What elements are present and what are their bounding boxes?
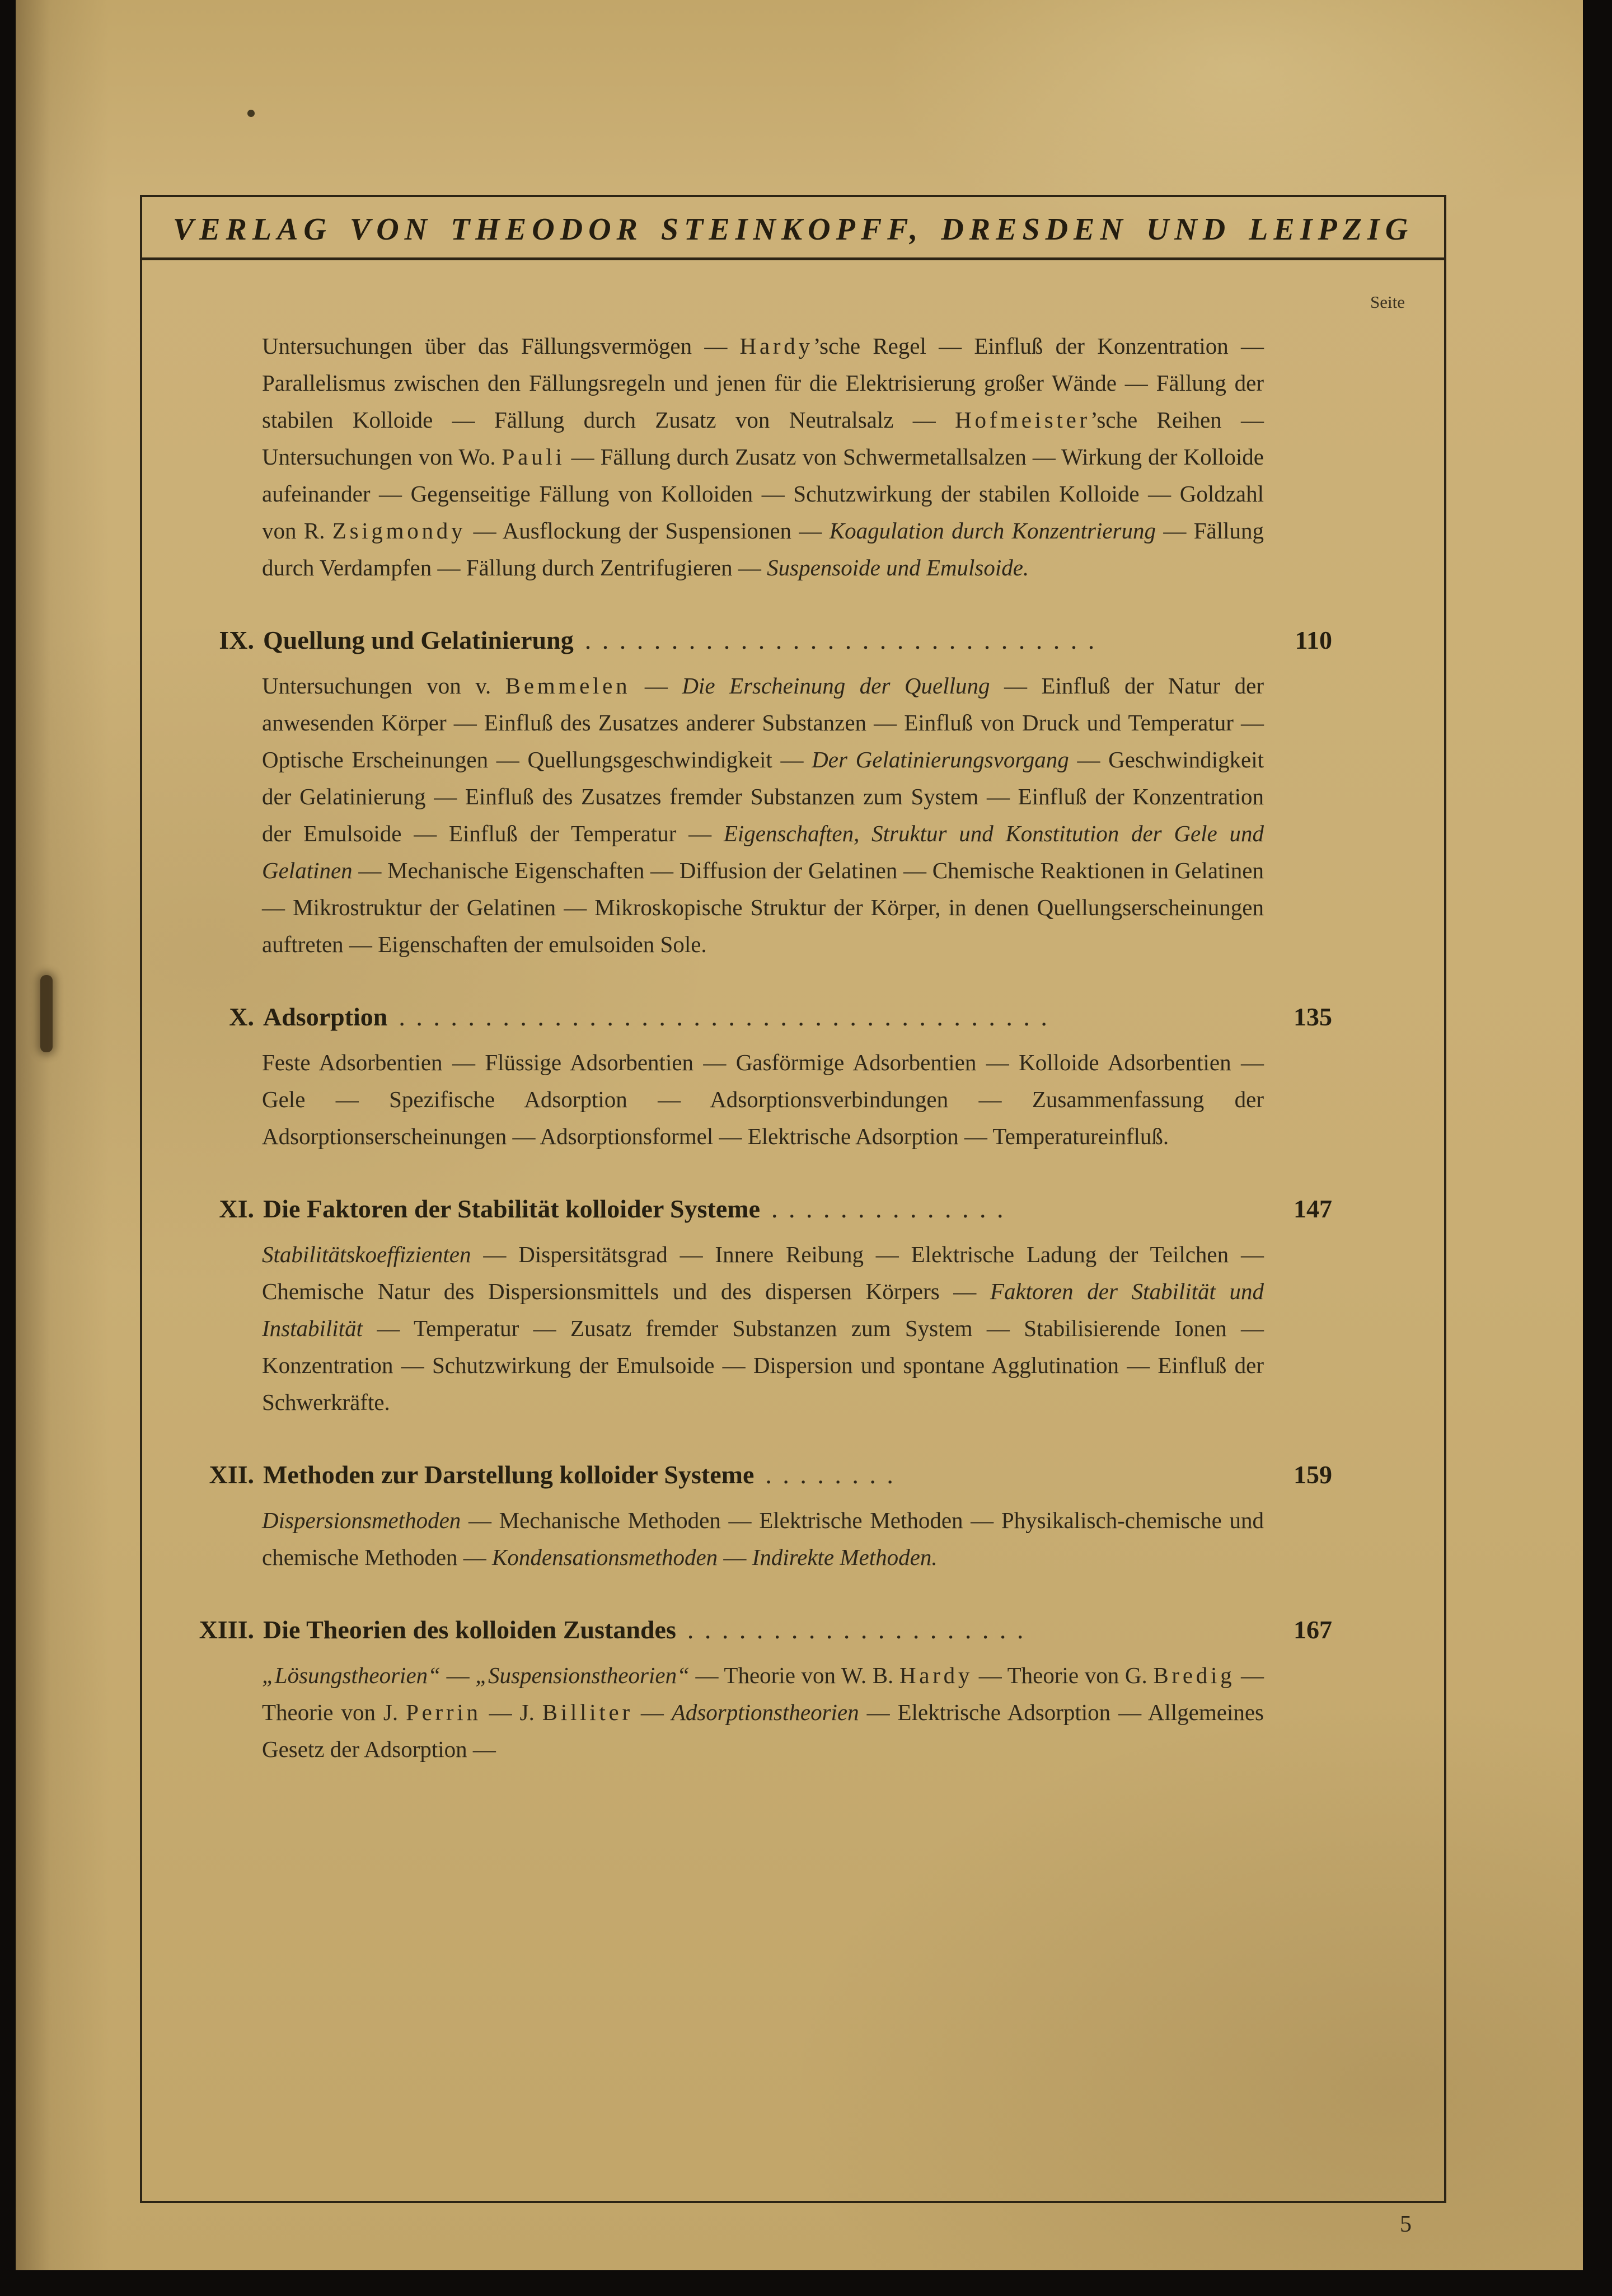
section-title: Adsorption bbox=[263, 1002, 388, 1031]
toc-entry bbox=[186, 1002, 1332, 1032]
section-title: Methoden zur Darstellung kolloider Systeme bbox=[263, 1460, 755, 1489]
section-page-number: 159 bbox=[1294, 1460, 1332, 1489]
content-frame bbox=[140, 195, 1446, 2203]
toc-entry bbox=[186, 1194, 1332, 1224]
section-page-number: 147 bbox=[1294, 1194, 1332, 1223]
binding-mark bbox=[40, 975, 53, 1052]
section-description: „Lösungstheorien“ — „Suspensionstheorien“ — Theorie von W. B. Hardy — Theorie von G. Bredig — Theorie von J. Perrin — J. Billiter — Adsorptionstheorien — Elektrische Adsorption — Allgemeines Gesetz der Adsorption — bbox=[262, 1662, 1264, 1762]
section-title: Quellung und Gelatinierung bbox=[263, 626, 574, 654]
table-of-contents bbox=[142, 260, 1444, 1768]
paper-page bbox=[16, 0, 1583, 2270]
dot-leader: . . . . . . . . bbox=[765, 1460, 896, 1489]
section-description: Dispersionsmethoden — Mechanische Methoden — Elektrische Methoden — Physikalisch-chemische und chemische Methoden — Kondensationsmethoden — Indirekte Methoden. bbox=[262, 1507, 1264, 1570]
dot-leader: . . . . . . . . . . . . . . . . . . . . bbox=[687, 1615, 1026, 1644]
folio-page-number: 5 bbox=[1400, 2211, 1412, 2237]
section-page-number: 135 bbox=[1294, 1002, 1332, 1031]
toc-entry bbox=[186, 1615, 1332, 1644]
section-numeral: XI. bbox=[219, 1194, 254, 1223]
toc-continuation-text: Untersuchungen über das Fällungsvermögen — Hardy’sche Regel — Einfluß der Konzentration — Parallelismus zwischen den Fällungsregeln und jenen für die Elektrisierung großer Wände — Fällung der stabilen Kolloide — Fällung durch Zusatz von Neutralsalz — Hofmeister’sche Reihen — Untersuchungen von Wo. Pauli — Fällung durch Zusatz von Schwermetallsalzen — Wirkung der Kolloide aufeinander — Gegenseitige Fällung von Kolloiden — Schutzwirkung der stabilen Kolloide — Goldzahl von R. Zsigmondy — Ausflockung der Suspensionen — Koagulation durch Konzentrierung — Fällung durch Verdampfen — Fällung durch Zentrifugieren — Suspensoide und Emulsoide. bbox=[262, 333, 1264, 580]
section-title: Die Theorien des kolloiden Zustandes bbox=[263, 1615, 676, 1644]
section-description: Untersuchungen von v. Bemmelen — Die Erscheinung der Quellung — Einfluß der Natur der anwesenden Körper — Einfluß des Zusatzes anderer Substanzen — Einfluß von Druck und Temperatur — Optische Erscheinungen — Quellungsgeschwindigkeit — Der Gelatinierungsvorgang — Geschwindigkeit der Gelatinierung — Einfluß des Zusatzes fremder Substanzen zum System — Einfluß der Konzentration der Emulsoide — Einfluß der Temperatur — Eigenschaften, Struktur und Konstitution der Gele und Gelatinen — Mechanische Eigenschaften — Diffusion der Gelatinen — Chemische Reaktionen in Gelatinen — Mikrostruktur der Gelatinen — Mikroskopische Struktur der Körper, in denen Quellungserscheinungen auftreten — Eigenschaften der emulsoiden Sole. bbox=[262, 673, 1264, 957]
toc-section bbox=[186, 1002, 1332, 1155]
section-title: Die Faktoren der Stabilität kolloider Systeme bbox=[263, 1194, 761, 1223]
publisher-banner: VERLAG VON THEODOR STEINKOPFF, DRESDEN UND LEIPZIG bbox=[142, 197, 1444, 260]
section-page-number: 167 bbox=[1294, 1615, 1332, 1644]
toc-section bbox=[186, 1460, 1332, 1576]
toc-section bbox=[186, 1194, 1332, 1421]
toc-entry bbox=[186, 1460, 1332, 1489]
section-description: Stabilitätskoeffizienten — Dispersitätsgrad — Innere Reibung — Elektrische Ladung der Teilchen — Chemische Natur des Dispersionsmittels und des dispersen Körpers — Faktoren der Stabilität und Instabilität — Temperatur — Zusatz fremder Substanzen zum System — Stabilisierende Ionen — Konzentration — Schutzwirkung der Emulsoide — Dispersion und spontane Agglutination — Einfluß der Schwerkräfte. bbox=[262, 1241, 1264, 1415]
toc-section bbox=[186, 625, 1332, 963]
toc-entry bbox=[186, 625, 1332, 655]
section-numeral: XIII. bbox=[199, 1615, 254, 1644]
paper-speck bbox=[247, 110, 255, 117]
dot-leader: . . . . . . . . . . . . . . bbox=[771, 1194, 1006, 1223]
dot-leader: . . . . . . . . . . . . . . . . . . . . . . . . . . . . . . bbox=[584, 626, 1097, 654]
section-description: Feste Adsorbentien — Flüssige Adsorbentien — Gasförmige Adsorbentien — Kolloide Adsorbentien — Gele — Spezifische Adsorption — Adsorptionsverbindungen — Zusammenfassung der Adsorptionserscheinungen — Adsorptionsformel — Elektrische Adsorption — Temperatureinfluß. bbox=[262, 1049, 1264, 1149]
page-column-label: Seite bbox=[1370, 292, 1405, 312]
section-page-number: 110 bbox=[1295, 626, 1332, 654]
dot-leader: . . . . . . . . . . . . . . . . . . . . . . . . . . . . . . . . . . . . . . bbox=[399, 1002, 1049, 1031]
section-numeral: IX. bbox=[219, 626, 254, 654]
toc-section bbox=[186, 1615, 1332, 1768]
section-numeral: XII. bbox=[209, 1460, 254, 1489]
section-numeral: X. bbox=[229, 1002, 254, 1031]
